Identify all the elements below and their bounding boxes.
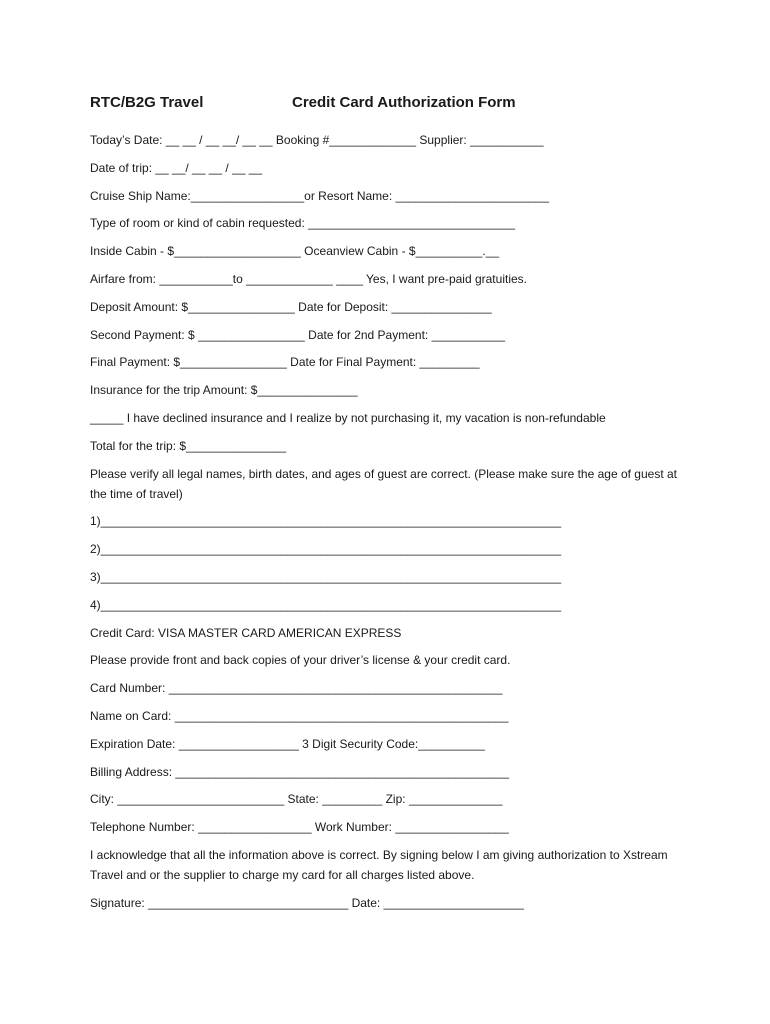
room-type-line: Type of room or kind of cabin requested: _______________________________: [90, 216, 516, 231]
guest-line-3: 3)_____________________________________________________________________: [90, 569, 562, 584]
acknowledgement-text: I acknowledge that all the information above is correct. By signing below I am giving authorization to Xstream Travel and or the supplier to charge my card for all charges listed above.: [90, 847, 668, 882]
city-state-zip-line: City: _________________________ State: _________ Zip: ______________: [90, 792, 503, 807]
id-copies-note: Please provide front and back copies of your driver’s license & your credit card.: [90, 653, 511, 668]
cruise-ship-line: Cruise Ship Name:_________________or Resort Name: _______________________: [90, 188, 550, 203]
guest-line-4: 4)_____________________________________________________________________: [90, 597, 562, 612]
guest-line-1: 1)_____________________________________________________________________: [90, 514, 562, 529]
second-payment-line: Second Payment: $ ________________ Date for 2nd Payment: ___________: [90, 327, 505, 342]
billing-address-line: Billing Address: __________________________________________________: [90, 764, 510, 779]
card-number-line: Card Number: __________________________________________________: [90, 681, 503, 696]
expiration-line: Expiration Date: __________________ 3 Digit Security Code:__________: [90, 736, 485, 751]
trip-total-line: Total for the trip: $_______________: [90, 438, 287, 453]
form-title: Credit Card Authorization Form: [292, 94, 516, 111]
trip-date-line: Date of trip: __ __/ __ __ / __ __: [90, 160, 263, 175]
airfare-line: Airfare from: ___________to _____________ ____ Yes, I want pre-paid gratuities.: [90, 271, 527, 286]
verify-guests-note: Please verify all legal names, birth dates, and ages of guest are correct. (Please make sure the age of guest at the time of travel): [90, 466, 677, 501]
insurance-declined-line: _____ I have declined insurance and I realize by not purchasing it, my vacation is non-refundable: [90, 410, 606, 425]
company-name: RTC/B2G Travel: [90, 94, 204, 111]
telephone-line: Telephone Number: _________________ Work Number: _________________: [90, 820, 509, 835]
form-header: [90, 94, 690, 118]
name-on-card-line: Name on Card: __________________________________________________: [90, 708, 509, 723]
insurance-line: Insurance for the trip Amount: $_______________: [90, 383, 358, 398]
guest-line-2: 2)_____________________________________________________________________: [90, 542, 562, 557]
form-page: [90, 94, 690, 921]
deposit-line: Deposit Amount: $________________ Date for Deposit: _______________: [90, 299, 492, 314]
cabin-price-line: Inside Cabin - $___________________ Oceanview Cabin - $__________.__: [90, 244, 499, 259]
credit-card-types-line: Credit Card: VISA MASTER CARD AMERICAN EXPRESS: [90, 625, 402, 640]
final-payment-line: Final Payment: $________________ Date for Final Payment: _________: [90, 355, 480, 370]
signature-line: Signature: ______________________________ Date: _____________________: [90, 895, 524, 910]
todays-date-line: Today’s Date: __ __ / __ __/ __ __ Booking #_____________ Supplier: ___________: [90, 133, 544, 147]
